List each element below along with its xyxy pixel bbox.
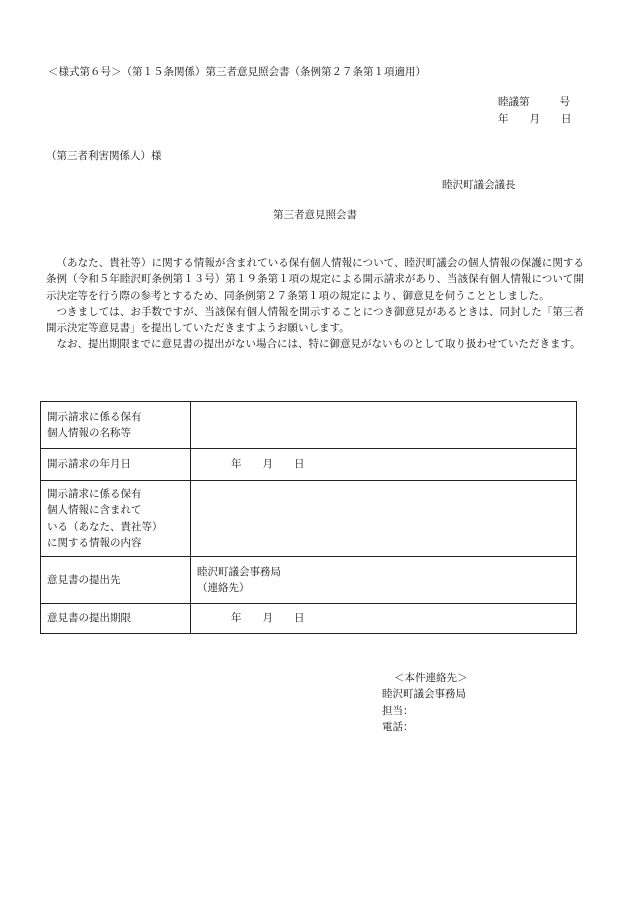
document-number-suffix: 号	[559, 96, 570, 108]
table-row	[41, 449, 577, 481]
document-number-prefix: 睦議第	[498, 96, 530, 108]
row-value-info-name	[191, 402, 577, 449]
table-row	[41, 402, 577, 449]
row-value-deadline: 年 月 日	[191, 604, 577, 634]
row-label-info-content: 開示請求に係る保有 個人情報に含まれて いる（あなた、貴社等） に関する情報の内容	[41, 481, 191, 557]
recipient-line: （第三者利害関係人）様	[46, 150, 162, 162]
info-table	[40, 401, 577, 634]
contact-block	[382, 670, 468, 735]
table-row	[41, 604, 577, 634]
body-paragraph-3: なお、提出期限までに意見書の提出がない場合には、特に御意見がないものとして取り扱わせていただきます。	[56, 338, 581, 351]
contact-office: 睦沢町議会事務局	[382, 688, 466, 701]
row-value-submit-to: 睦沢町議会事務局 （連絡先）	[191, 557, 577, 604]
body-paragraph-1: （あなた、貴社等）に関する情報が含まれている保有個人情報について、睦沢町議会の個人情報の保護に関する条例（令和５年睦沢町条例第１３号）第１９条第１項の規定による開示請求があり、当該保有個人情報について開示決定等を行う際の参考とするため、同条例第２７条第１項の規定により、御意見を伺うこととしました。	[46, 257, 584, 302]
row-label-deadline: 意見書の提出期限	[41, 604, 191, 634]
body-paragraph-2: つきましては、お手数ですが、当該保有個人情報を開示することにつき御意見があるときは、同封した「第三者開示決定等意見書」を提出していただきますようお願いします。	[46, 305, 584, 335]
row-label-submit-to: 意見書の提出先	[41, 557, 191, 604]
document-title: 第三者意見照会書	[273, 209, 357, 221]
row-label-info-name: 開示請求に係る保有 個人情報の名称等	[41, 402, 191, 449]
contact-heading: ＜本件連絡先＞	[394, 672, 468, 684]
document-date: 年 月 日	[498, 113, 572, 125]
contact-person: 担当：	[382, 704, 414, 717]
table-row	[41, 481, 577, 557]
table-row	[41, 557, 577, 604]
row-label-request-date: 開示請求の年月日	[41, 449, 191, 481]
body-text	[46, 255, 584, 353]
row-value-request-date: 年 月 日	[191, 449, 577, 481]
document-number	[498, 96, 570, 110]
row-value-info-content	[191, 481, 577, 557]
sender-line: 睦沢町議会議長	[442, 179, 516, 191]
contact-phone: 電話：	[382, 720, 414, 733]
form-header: ＜様式第６号＞（第１５条関係）第三者意見照会書（条例第２７条第１項適用）	[48, 66, 426, 78]
